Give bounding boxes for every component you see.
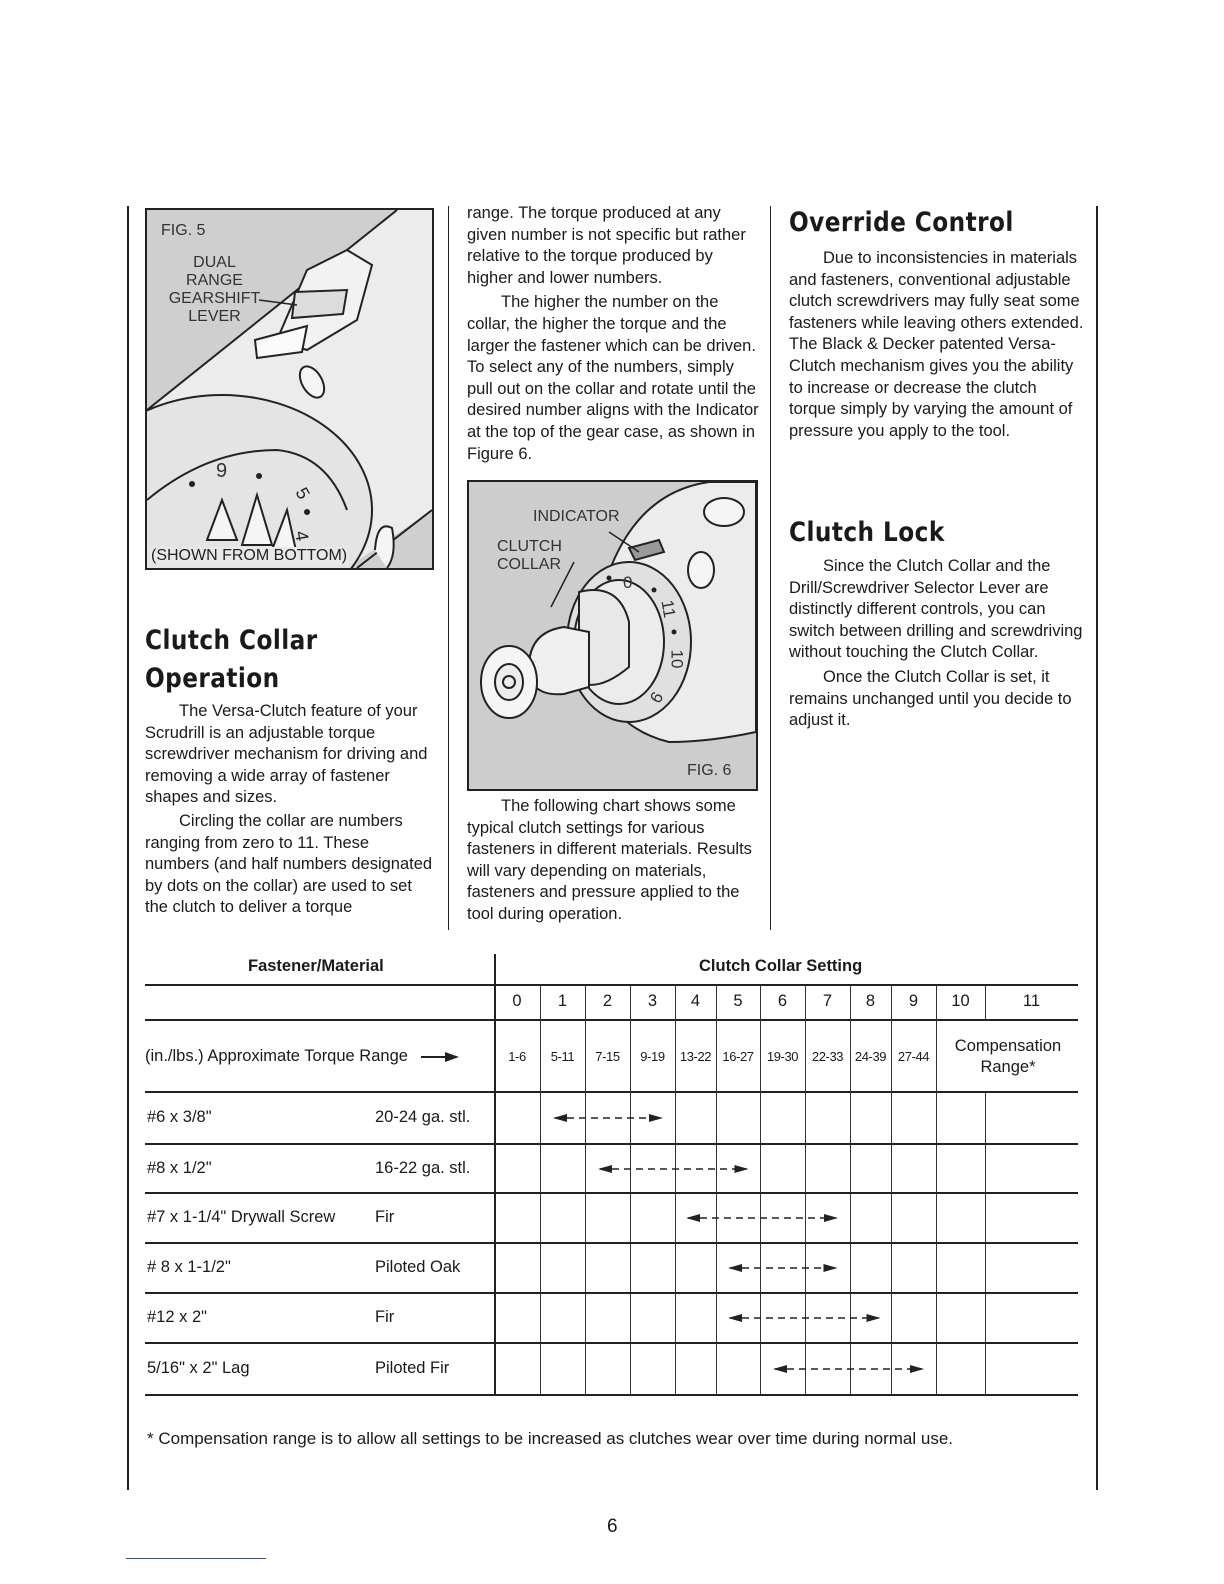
middle-column-top [467,203,759,465]
page-number: 6 [607,1516,618,1537]
setting-number: 7 [822,992,833,1010]
clutch-collar-heading-line-1: Clutch Collar [145,625,318,656]
setting-range-arrow [678,1211,846,1225]
setting-number: 9 [908,992,919,1010]
table-row-rule [145,1394,1078,1396]
table-rule-top [145,984,1078,986]
fig6-dial-10: 10 [667,649,687,669]
fig5-label-line-2: RANGE [186,272,243,289]
torque-range-label [145,1047,461,1066]
fig6-caption: FIG. 6 [687,762,732,779]
setting-range-arrow [720,1261,846,1275]
torque-value: 9-19 [640,1049,665,1064]
table-row-rule [145,1292,1078,1294]
compensation-line-2: Range* [980,1058,1036,1076]
clutch-collar-heading-line-2: Operation [145,663,280,694]
table-left-divider [494,954,496,1396]
fig6-clutch-label-line-2: COLLAR [497,556,562,573]
fig6-drill-illustration [469,482,756,789]
fig5-label-line-3: GEARSHIFT [168,290,261,307]
middle-para-1: range. The torque produced at any given number is not specific but rather relative to the torque produced by higher and lower numbers. [467,204,746,287]
table-header-setting: Clutch Collar Setting [699,957,863,975]
table-rule-settings [145,1019,1078,1021]
torque-value: 7-15 [595,1049,620,1064]
compensation-line-1: Compensation [954,1037,1062,1055]
clutch-lock-heading: Clutch Lock [789,517,945,548]
setting-range-arrow [590,1162,757,1176]
table-row-material: 16-22 ga. stl. [375,1158,471,1177]
grid-col-line [805,985,806,1394]
clutch-lock-body [789,556,1085,732]
override-control-heading: Override Control [789,207,1014,238]
fig6-dial-11: 11 [657,598,680,620]
torque-range-text: (in./lbs.) Approximate Torque Range [145,1047,408,1065]
fig5-leader-line [147,210,432,568]
setting-number: 8 [865,992,876,1010]
table-row-fastener: # 8 x 1-1/2" [147,1258,231,1276]
table-row-rule [145,1143,1078,1145]
setting-number: 0 [512,992,522,1010]
setting-number: 3 [647,992,658,1010]
svg-text:5: 5 [291,484,314,503]
fig6-dial-0: 0 [623,573,633,592]
grid-col-line [850,985,851,1394]
torque-value: 5-11 [550,1049,575,1064]
torque-value: 13-22 [679,1049,712,1064]
torque-arrow-icon [421,1051,461,1063]
table-row-rule [145,1192,1078,1194]
fig6-clutch-label-line-1: CLUTCH [497,538,562,555]
fig6-dial-9: 9 [645,688,667,707]
override-para-1: Due to inconsistencies in materials and fasteners, conventional adjustable clutch screwdrivers may fully seat some fasteners while leaving others extended. The Black & Decker patented Versa-Clutch mechanism gives you the ability to increase or decrease the clutch torque simply by varying the amount of pressure you apply to the tool. [789,249,1084,440]
middle-para-2: The higher the number on the collar, the higher the torque and the larger the fastener which can be driven. To select any of the numbers, simply pull out on the collar and rotate until the desired number aligns with the Indicator at the top of the gear case, as shown in Figure 6. [467,293,759,463]
setting-range-arrow [545,1111,671,1125]
table-row-material: Fir [375,1208,395,1226]
grid-col-line [630,985,631,1394]
grid-col-line [675,985,676,1394]
fig6-clutch-collar-label [497,538,562,574]
table-row-material: 20-24 ga. stl. [375,1108,471,1126]
torque-value: 27-44 [897,1049,930,1064]
setting-number: 10 [951,992,970,1010]
table-row-material: Piloted Oak [375,1258,461,1276]
clutch-collar-para-2: Circling the collar are numbers ranging from zero to 11. These numbers (and half numbers designated by dots on the collar) are used to set the clutch to deliver a torque [145,811,433,917]
table-row-fastener: #12 x 2" [147,1308,207,1326]
clutch-lock-para-2: Once the Clutch Collar is set, it remains unchanged until you decide to adjust it. [789,667,1072,730]
figure-6 [467,480,758,791]
column-divider-1 [448,206,449,930]
torque-value: 16-27 [722,1049,754,1064]
fig5-shown-from: (SHOWN FROM BOTTOM) [151,547,348,564]
bottom-link-rule [126,1558,266,1559]
fig5-caption: FIG. 5 [161,222,206,239]
table-footnote: * Compensation range is to allow all settings to be increased as clutches wear over time during normal use. [147,1429,954,1448]
grid-col-line [540,985,541,1394]
table-header-fastener: Fastener/Material [248,957,384,975]
table-row-material: Fir [375,1308,395,1326]
setting-number: 11 [1022,992,1041,1010]
table-rule-torque [145,1091,1078,1093]
setting-number: 1 [557,992,568,1010]
table-row-fastener: #7 x 1-1/4" Drywall Screw [147,1208,336,1226]
right-page-rule [1096,206,1098,1490]
torque-value: 19-30 [766,1049,799,1064]
fig6-indicator-label: INDICATOR [533,508,620,525]
grid-col-line [716,985,717,1394]
svg-text:4: 4 [291,529,313,543]
figure-5 [145,208,434,570]
fig5-label-line-1: DUAL [193,254,236,271]
torque-value: 24-39 [854,1049,887,1064]
setting-number: 4 [690,992,701,1010]
table-row-fastener: #6 x 3/8" [147,1108,212,1126]
clutch-collar-heading [145,622,318,698]
fig5-dial-number: 9 [216,460,228,482]
clutch-collar-body [145,701,437,919]
setting-number: 6 [777,992,788,1010]
setting-number: 5 [733,992,743,1010]
middle-column-bottom [467,796,759,926]
override-control-body [789,248,1087,442]
grid-col-line [585,985,586,1394]
middle-para-3: The following chart shows some typical clutch settings for various fasteners in different materials. Results will vary depending on materials, fasteners and pressure applied to the tool during operation. [467,797,752,923]
column-divider-2 [770,206,771,930]
table-row-fastener: 5/16" x 2" Lag [147,1359,250,1377]
table-row-fastener: #8 x 1/2" [147,1158,212,1177]
grid-col-line [760,985,761,1394]
clutch-collar-para-1: The Versa-Clutch feature of your Scrudrill is an adjustable torque screwdriver mechanism for driving and removing a wide array of fastener shapes and sizes. [145,702,428,807]
left-page-rule [127,206,129,1490]
table-row-rule [145,1242,1078,1244]
table-row-material: Piloted Fir [375,1359,450,1377]
table-row-rule [145,1342,1078,1344]
clutch-lock-para-1: Since the Clutch Collar and the Drill/Screwdriver Selector Lever are distinctly different controls, you can switch between drilling and screwdriving without touching the Clutch Collar. [789,557,1083,662]
setting-number: 2 [602,992,613,1010]
compensation-range-label [937,1036,1079,1078]
setting-range-arrow [765,1362,932,1376]
grid-col-line [891,985,892,1394]
torque-value: 22-33 [811,1049,844,1064]
torque-value: 1-6 [508,1049,526,1064]
setting-range-arrow [720,1311,889,1325]
fig5-label-line-4: LEVER [188,308,241,325]
